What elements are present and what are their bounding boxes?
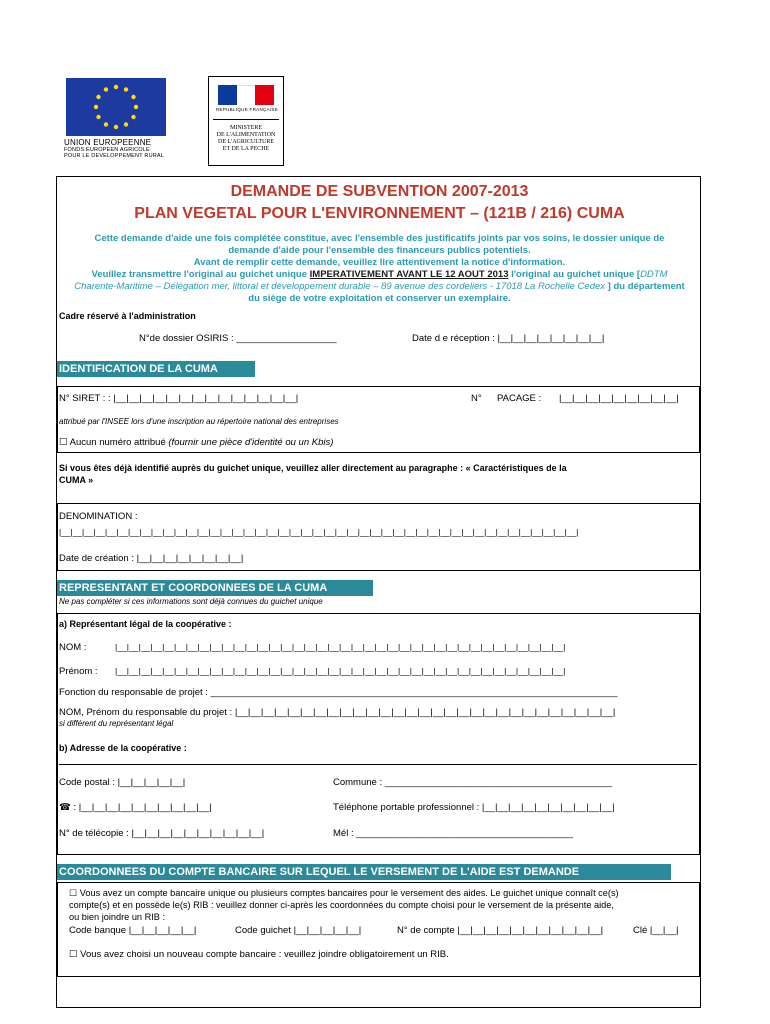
osiris-field[interactable]: N°de dossier OSIRIS : ___________________ (139, 333, 337, 344)
admin-label: Cadre réservé à l'administration (59, 311, 196, 321)
intro-line-4: Veuillez transmettre l'original au guichet unique IMPERATIVEMENT AVANT LE 12 AOUT 2013 l'original au guichet unique [DDTM (91, 269, 668, 280)
denomination-label: DENOMINATION : (59, 511, 138, 522)
no-number-option[interactable]: ☐ Aucun numéro attribué (fournir une pièce d'identité ou un Kbis) (59, 437, 334, 448)
mobile-field[interactable]: Téléphone portable professionnel : |__|__|__|__|__|__|__|__|__|__| (333, 802, 615, 813)
reception-date-field[interactable]: Date d e réception : |__|__|__|__|__|__|__|__| (412, 333, 605, 344)
bank-option-existing[interactable]: ☐ Vous avez un compte bancaire unique ou plusieurs comptes bancaires pour le versement des aides. Le guichet unique connaît ce(s) (69, 888, 619, 898)
insee-note: attribué par l'INSEE lors d'une inscription au répertoire national des entreprises (59, 417, 339, 426)
ministry-line-4: ET DE LA PECHE (222, 146, 270, 152)
pacage-label: PACAGE : (497, 393, 542, 404)
bank-heading: COORDONNEES DU COMPTE BANCAIRE SUR LEQUEL LE VERSEMENT DE L'AIDE EST DEMANDE (57, 864, 671, 880)
bank-option-existing-line-3: ou bien joindre un RIB : (69, 912, 166, 922)
pacage-number-label: N° (471, 393, 482, 404)
form-title-line-1: DEMANDE DE SUBVENTION 2007-2013 (230, 183, 529, 200)
branch-code-field[interactable]: Code guichet |__|__|__|__|__| (235, 925, 362, 936)
eu-fund-1: FONDS EUROPEEN AGRICOLE (64, 147, 150, 153)
ministry-line-1: MINISTERE (230, 125, 262, 131)
commune-field[interactable]: Commune : ___________________________________________ (333, 777, 612, 788)
fax-field[interactable]: N° de télécopie : |__|__|__|__|__|__|__|__|__|__| (59, 828, 265, 839)
intro-line-2: demande d'aide pour l'ensemble des financeurs publics potentiels. (228, 245, 531, 256)
project-manager-field[interactable]: NOM, Prénom du responsable du projet : |__|__|__|__|__|__|__|__|__|__|__|__|__|__|__|__|__|__|__|__|__|__|__|__|__|__|__|__|__| (59, 707, 616, 718)
identification-heading: IDENTIFICATION DE LA CUMA (57, 361, 255, 377)
rib-key-field[interactable]: Clé |__|__| (633, 925, 679, 936)
prenom-field[interactable]: |__|__|__|__|__|__|__|__|__|__|__|__|__|__|__|__|__|__|__|__|__|__|__|__|__|__|__|__|__|__|__|__|__|__|__|__|__|__| (115, 666, 566, 676)
phone-field[interactable]: ☎ : |__|__|__|__|__|__|__|__|__|__| (59, 802, 212, 813)
form-container (56, 176, 701, 1008)
form-title-line-2: PLAN VEGETAL POUR L'ENVIRONNEMENT – (121B / 216) CUMA (134, 205, 625, 222)
intro-line-1: Cette demande d'aide une fois complétée constitue, avec l'ensemble des justificatifs joints par vos soins, le dossier unique de (94, 233, 665, 244)
republic-label: REPUBLIQUE FRANÇAISE (215, 107, 278, 112)
intro-line-3: Avant de remplir cette demande, veuillez lire attentivement la notice d'information. (193, 257, 566, 268)
if-different-note: si différent du représentant légal (59, 719, 174, 728)
representant-note: Ne pas compléter si ces informations sont déjà connues du guichet unique (59, 597, 323, 606)
address-line[interactable] (59, 764, 697, 765)
legal-rep-title: a) Représentant légal de la coopérative : (59, 619, 232, 629)
eu-logo (64, 78, 168, 164)
already-identified-line-1: Si vous êtes déjà identifié auprès du guichet unique, veuillez aller directement au paragraphe : « Caractéristiques de la (59, 463, 567, 473)
denomination-field[interactable]: |__|__|__|__|__|__|__|__|__|__|__|__|__|__|__|__|__|__|__|__|__|__|__|__|__|__|__|__|__|__|__|__|__|__|__|__|__|__|__|__|__|__|__|__|__| (59, 527, 579, 537)
marianne-flag-icon (218, 85, 274, 105)
eu-fund-2: POUR LE DEVELOPPEMENT RURAL (64, 153, 165, 159)
ministry-logo (208, 76, 284, 166)
bank-option-existing-line-2: compte(s) et en possède le(s) RIB : veuillez donner ci-après les coordonnées du compte choisi pour le versement de la présente aide, (69, 900, 614, 910)
already-identified-line-2: CUMA » (59, 475, 94, 485)
bank-option-new[interactable]: ☐ Vous avez choisi un nouveau compte bancaire : veuillez joindre obligatoirement un RIB. (69, 949, 449, 960)
nom-field[interactable]: |__|__|__|__|__|__|__|__|__|__|__|__|__|__|__|__|__|__|__|__|__|__|__|__|__|__|__|__|__|__|__|__|__|__|__|__|__|__| (115, 642, 566, 652)
deadline-text: IMPERATIVEMENT AVANT LE 12 AOUT 2013 (309, 269, 509, 280)
bank-code-field[interactable]: Code banque |__|__|__|__|__| (69, 925, 197, 936)
account-number-field[interactable]: N° de compte |__|__|__|__|__|__|__|__|__|__|__| (397, 925, 604, 936)
fonction-field[interactable]: Fonction du responsable de projet : _____________________________________________________________________________ (59, 687, 618, 698)
ministry-line-3: DE L'AGRICULTURE (217, 139, 275, 145)
intro-line-6: du siège de votre exploitation et conserver un exemplaire. (248, 293, 511, 304)
email-field[interactable]: Mél : _________________________________________ (333, 828, 573, 839)
ministry-line-2: DE L'ALIMENTATION (216, 132, 276, 138)
address-title: b) Adresse de la coopérative : (59, 743, 187, 753)
eu-flag-icon (66, 78, 166, 136)
pacage-field[interactable]: |__|__|__|__|__|__|__|__|__| (559, 393, 679, 404)
nom-label: NOM : (59, 642, 87, 653)
representant-heading: REPRESENTANT ET COORDONNEES DE LA CUMA (57, 580, 373, 596)
siret-field[interactable]: N° SIRET : : |__|__|__|__|__|__|__|__|__|__|__|__|__|__| (59, 393, 299, 404)
prenom-label: Prénom : (59, 666, 98, 677)
postal-code-field[interactable]: Code postal : |__|__|__|__|__| (59, 777, 186, 788)
creation-date-field[interactable]: Date de création : |__|__|__|__|__|__|__|__| (59, 553, 244, 564)
eu-name: UNION EUROPEENNE (64, 138, 152, 147)
intro-line-5: Charente-Maritime – Délégation mer, littoral et développement durable – 89 avenue des cordeliers - 17018 La Rochelle Cedex ] du département (74, 281, 685, 292)
